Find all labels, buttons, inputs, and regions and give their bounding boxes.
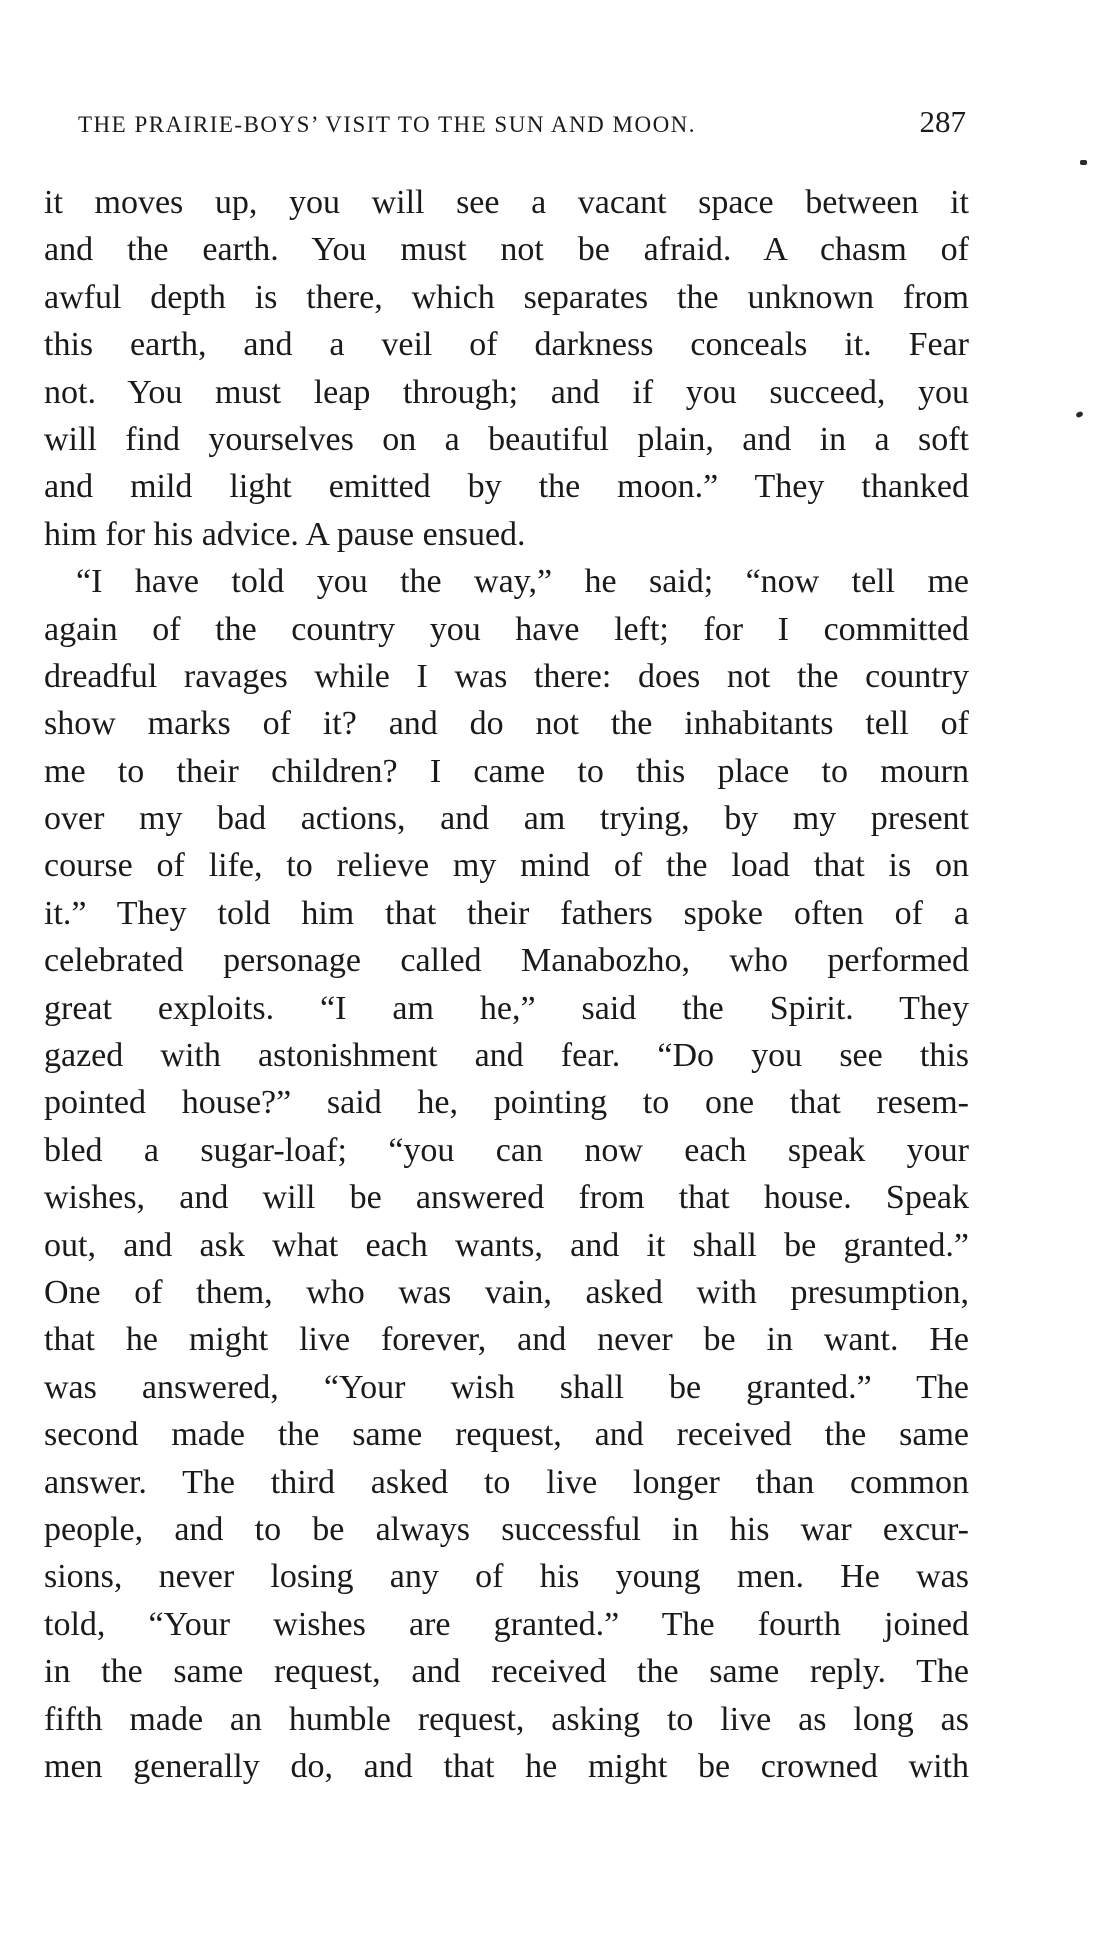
text-line: it moves up, you will see a vacant space between it [44, 184, 969, 221]
text-line: gazed with astonishment and fear. “Do you see this [44, 1037, 969, 1075]
text-line: it.” They told him that their fathers spoke often of a [44, 894, 969, 932]
ink-speck [1075, 411, 1083, 418]
text-line: not. You must leap through; and if you succeed, you [44, 373, 969, 411]
text-line: sions, never losing any of his young men. He was [44, 1558, 969, 1596]
text-line: fifth made an humble request, asking to live as long as [44, 1700, 969, 1738]
text-line: was answered, “Your wish shall be granted.” The [44, 1368, 969, 1406]
text-line: wishes, and will be answered from that house. Speak [44, 1179, 969, 1217]
text-line: this earth, and a veil of darkness conceals it. Fear [44, 326, 969, 364]
text-line: answer. The third asked to live longer than common [44, 1463, 969, 1501]
text-line: in the same request, and received the same reply. The [44, 1653, 969, 1691]
text-line: again of the country you have left; for I committed [44, 610, 969, 648]
text-line: told, “Your wishes are granted.” The fourth joined [44, 1605, 969, 1643]
text-line: me to their children? I came to this place to mourn [44, 752, 969, 790]
ink-speck [1080, 160, 1087, 165]
text-line: bled a sugar-loaf; “you can now each speak your [44, 1131, 969, 1169]
text-line: and the earth. You must not be afraid. A chasm of [44, 231, 969, 269]
text-line: “I have told you the way,” he said; “now tell me [76, 563, 969, 601]
text-line: him for his advice. A pause ensued. [44, 515, 526, 553]
text-line: will find yourselves on a beautiful plain, and in a soft [44, 420, 969, 458]
text-line: show marks of it? and do not the inhabitants tell of [44, 705, 969, 743]
text-line: second made the same request, and received the same [44, 1416, 969, 1454]
running-head [78, 104, 966, 144]
text-line: that he might live forever, and never be in want. He [44, 1321, 969, 1359]
text-line: over my bad actions, and am trying, by my present [44, 800, 969, 838]
text-line: men generally do, and that he might be crowned with [44, 1747, 969, 1785]
text-line: awful depth is there, which separates the unknown from [44, 278, 969, 316]
text-line: and mild light emitted by the moon.” They thanked [44, 468, 969, 506]
text-line: great exploits. “I am he,” said the Spirit. They [44, 989, 969, 1027]
text-line: course of life, to relieve my mind of the load that is on [44, 847, 969, 885]
text-line: dreadful ravages while I was there: does not the country [44, 657, 969, 695]
running-title: THE PRAIRIE-BOYS’ VISIT TO THE SUN AND MOON. [78, 112, 697, 137]
text-line: One of them, who was vain, asked with presumption, [44, 1273, 969, 1311]
text-line: pointed house?” said he, pointing to one that resem- [44, 1084, 969, 1122]
page-number: 287 [919, 104, 966, 139]
text-line: out, and ask what each wants, and it shall be granted.” [44, 1226, 969, 1264]
text-line: people, and to be always successful in his war excur- [44, 1510, 969, 1548]
text-line: celebrated personage called Manabozho, who performed [44, 942, 969, 980]
body-text [44, 179, 969, 1790]
